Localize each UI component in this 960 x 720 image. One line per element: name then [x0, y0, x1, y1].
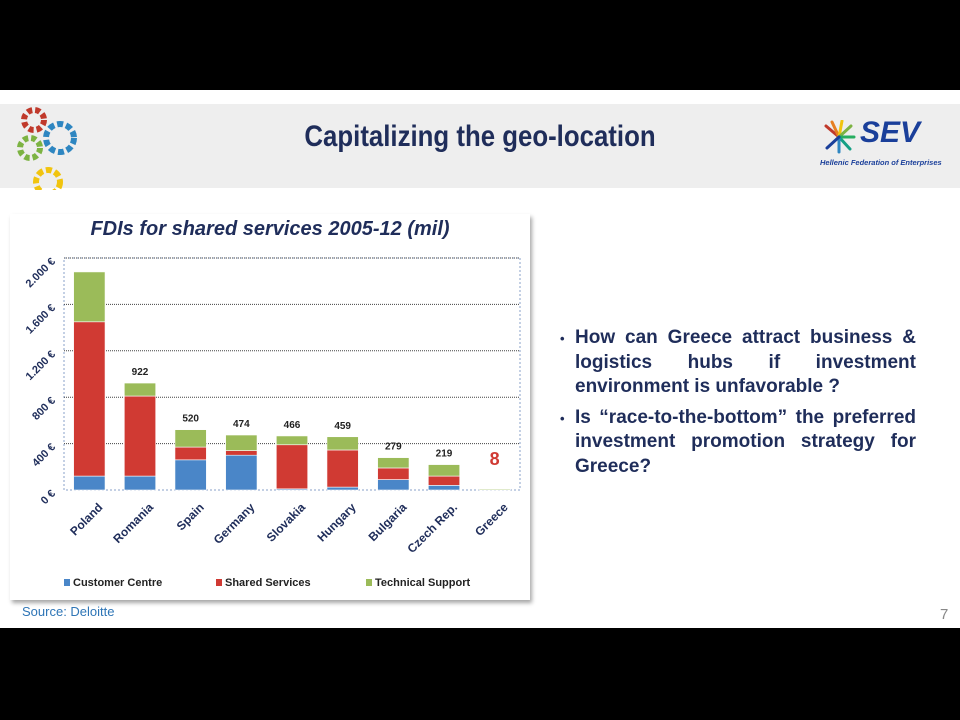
bar-segment — [226, 455, 257, 490]
y-tick-label: 0 € — [38, 487, 59, 507]
bullet-text: How can Greece attract business & logistics hubs if investment environment is unfavorable ? — [575, 327, 916, 397]
legend-swatch — [64, 579, 70, 586]
x-tick-label: Greece — [472, 500, 511, 539]
bar-segment — [378, 480, 409, 490]
sev-logo — [820, 116, 946, 170]
bar-segment — [74, 272, 105, 322]
bar-segment — [175, 430, 206, 447]
bar-total-label: 8 — [489, 449, 500, 470]
bar-segment — [276, 436, 307, 445]
fdi-bar-chart — [10, 214, 530, 600]
bar-segment — [428, 476, 459, 485]
x-tick-label: Hungary — [314, 500, 359, 545]
bar-total-label: 474 — [232, 419, 250, 431]
chart-panel — [10, 214, 530, 600]
legend-swatch — [366, 579, 372, 586]
bar-total-label: 466 — [283, 419, 301, 431]
bar-total-label: 279 — [384, 441, 402, 453]
source-note: Source: Deloitte — [22, 604, 115, 619]
x-tick-label: Poland — [67, 500, 106, 539]
chart-title: FDIs for shared services 2005-12 (mil) — [90, 218, 450, 240]
bar-segment — [226, 435, 257, 451]
bar-total-label: 922 — [131, 367, 149, 379]
bar-total-label: 520 — [182, 413, 200, 425]
bullet-item: • How can Greece attract business & logistics hubs if investment environment is unfavorable ? — [560, 327, 916, 397]
bullet-text: Is “race-to-the-bottom” the preferred investment promotion strategy for Greece? — [575, 406, 916, 477]
page-title: Capitalizing the geo-location — [304, 120, 656, 153]
bar-segment — [378, 468, 409, 480]
y-tick-label: 1.200 € — [23, 348, 59, 383]
bar-segment — [327, 487, 358, 490]
bar-segment — [226, 451, 257, 456]
bar-segment — [124, 396, 155, 476]
bar-segment — [175, 447, 206, 460]
logo-name: SEV — [860, 116, 921, 149]
page-number: 7 — [940, 606, 949, 623]
bar-segment — [378, 458, 409, 468]
y-tick-label: 1.600 € — [23, 302, 59, 337]
bar-segment — [124, 383, 155, 396]
slide — [0, 90, 960, 628]
bullet-list — [560, 326, 916, 485]
legend-label: Technical Support — [375, 577, 471, 589]
bar-segment — [124, 476, 155, 490]
x-tick-label: Germany — [210, 500, 258, 547]
bar-total-label: 219 — [435, 448, 453, 460]
bar-segment — [327, 450, 358, 487]
bar-segment — [74, 476, 105, 490]
bar-segment — [74, 322, 105, 476]
bar-segment — [276, 445, 307, 489]
x-tick-label: Romania — [110, 500, 157, 546]
bar-segment — [428, 485, 459, 490]
bar-segment — [479, 489, 510, 490]
bar-segment — [428, 465, 459, 476]
y-tick-label: 2.000 € — [23, 255, 59, 291]
bar-segment — [327, 437, 358, 450]
bar-segment — [175, 460, 206, 490]
bullet-item: • Is “race-to-the-bottom” the preferred investment promotion strategy for Greece? — [560, 406, 916, 477]
x-tick-label: Spain — [173, 500, 207, 534]
y-tick-label: 800 € — [30, 394, 59, 423]
y-tick-label: 400 € — [30, 441, 59, 470]
x-tick-label: Bulgaria — [365, 500, 410, 545]
x-tick-label: Slovakia — [263, 500, 309, 545]
sev-logo-icon — [822, 120, 856, 154]
logo-subtitle: Hellenic Federation of Enterprises — [820, 158, 942, 167]
legend-label: Shared Services — [225, 577, 311, 589]
bar-total-label: 459 — [334, 420, 352, 432]
legend-label: Customer Centre — [73, 577, 163, 589]
x-tick-label: Czech Rep. — [404, 500, 461, 556]
legend-swatch — [216, 579, 222, 586]
